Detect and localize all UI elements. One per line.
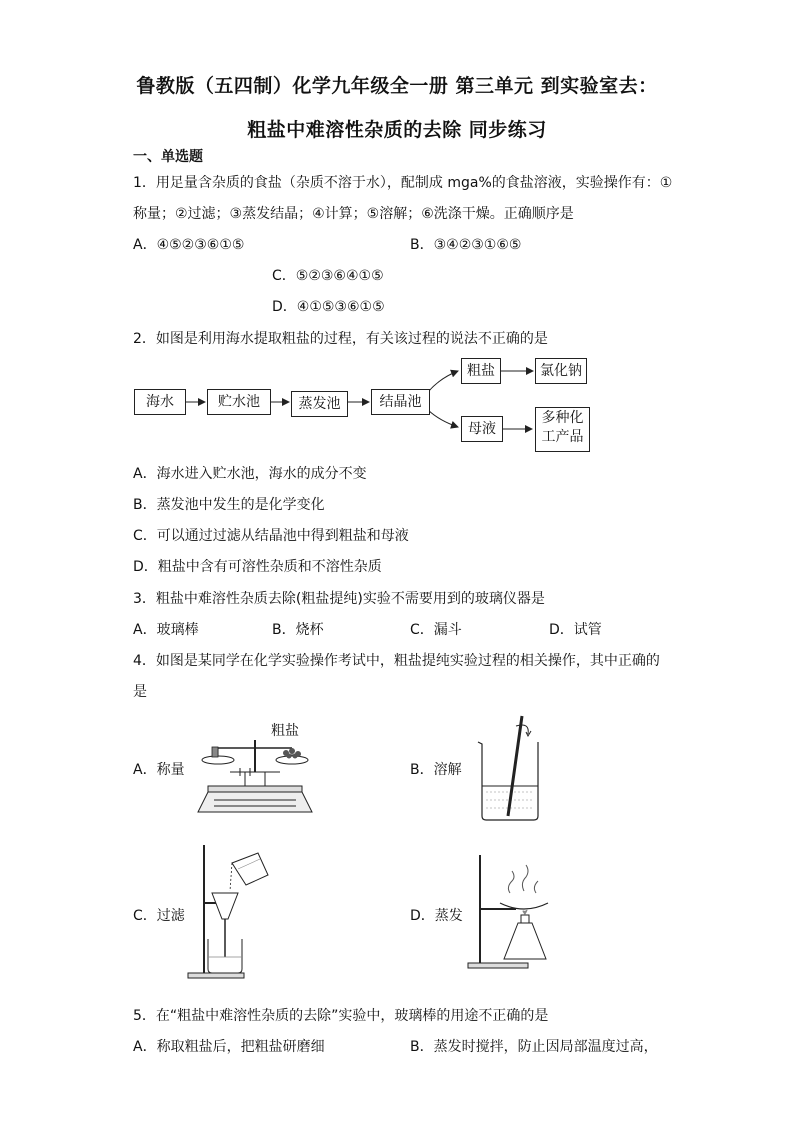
q4-option-c: C．过滤	[133, 908, 185, 924]
q2-option-d: D．粗盐中含有可溶性杂质和不溶性杂质	[133, 559, 382, 575]
flow-box-crystallization-pool: 结晶池	[371, 389, 430, 415]
q1-stem-line1: 1．用足量含杂质的食盐（杂质不溶于水），配制成 mga%的食盐溶液，实验操作有：①	[133, 175, 673, 191]
q4-option-a: A．称量	[133, 762, 185, 778]
q4-stem-line2: 是	[133, 684, 147, 700]
flow-box-seawater: 海水	[134, 389, 186, 415]
filtration-illustration	[186, 845, 286, 980]
flow-box-evaporation-pool: 蒸发池	[291, 391, 348, 417]
flow-box-chemical-products	[535, 407, 590, 452]
section-heading-single-choice: 一、单选题	[133, 149, 203, 165]
q4-stem-line1: 4．如图是某同学在化学实验操作考试中，粗盐提纯实验过程的相关操作，其中正确的	[133, 653, 660, 669]
balance-crude-salt-label: 粗盐	[271, 723, 299, 739]
dissolving-illustration	[470, 712, 550, 822]
q2-option-a: A．海水进入贮水池，海水的成分不变	[133, 466, 367, 482]
document-title-line1: 鲁教版（五四制）化学九年级全一册 第三单元 到实验室去：	[136, 75, 658, 97]
q4-option-d: D．蒸发	[410, 908, 463, 924]
flow-box-chemical-products-line2: 工产品	[541, 429, 584, 445]
q4-option-b: B．溶解	[410, 762, 462, 778]
q5-option-a: A．称取粗盐后，把粗盐研磨细	[133, 1039, 325, 1055]
q3-option-d: D．试管	[549, 622, 602, 638]
flow-box-mother-liquor: 母液	[461, 416, 503, 442]
document-title-line2: 粗盐中难溶性杂质的去除 同步练习	[247, 119, 547, 141]
q1-option-d: D．④①⑤③⑥①⑤	[272, 299, 385, 315]
q5-stem: 5．在“粗盐中难溶性杂质的去除”实验中，玻璃棒的用途不正确的是	[133, 1008, 549, 1024]
flow-box-storage-pool: 贮水池	[207, 389, 271, 415]
q1-option-b: B．③④②③①⑥⑤	[410, 237, 522, 253]
q2-option-b: B．蒸发池中发生的是化学变化	[133, 497, 325, 513]
q1-stem-line2: 称量；②过滤；③蒸发结晶；④计算；⑤溶解；⑥洗涤干燥。正确顺序是	[133, 206, 574, 222]
flow-box-crude-salt: 粗盐	[461, 358, 501, 384]
q2-stem: 2．如图是利用海水提取粗盐的过程，有关该过程的说法不正确的是	[133, 331, 548, 347]
q5-option-b: B．蒸发时搅拌，防止因局部温度过高，	[410, 1039, 658, 1055]
q3-option-a: A．玻璃棒	[133, 622, 199, 638]
q1-option-c: C．⑤②③⑥④①⑤	[272, 268, 384, 284]
balance-illustration	[190, 730, 320, 820]
q3-option-b: B．烧杯	[272, 622, 324, 638]
q1-option-a: A．④⑤②③⑥①⑤	[133, 237, 245, 253]
q3-option-c: C．漏斗	[410, 622, 462, 638]
q3-stem: 3．粗盐中难溶性杂质去除(粗盐提纯)实验不需要用到的玻璃仪器是	[133, 591, 545, 607]
flow-box-chemical-products-line1: 多种化	[541, 410, 584, 426]
evaporation-illustration	[466, 853, 566, 973]
flow-box-sodium-chloride: 氯化钠	[535, 358, 587, 384]
q2-option-c: C．可以通过过滤从结晶池中得到粗盐和母液	[133, 528, 409, 544]
